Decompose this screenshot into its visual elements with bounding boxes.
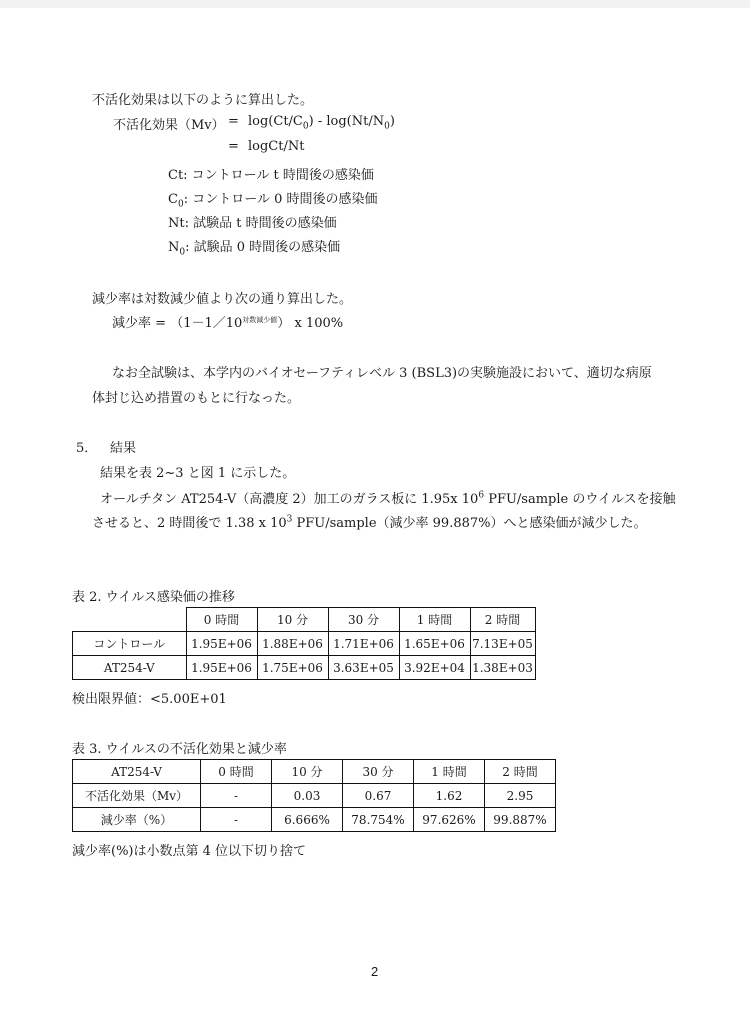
table3-cell: 1.62 bbox=[414, 784, 485, 808]
table3-header-cell: 30 分 bbox=[343, 760, 414, 784]
table2-cell: 3.63E+05 bbox=[328, 656, 399, 680]
definition-nt: Nt: 試験品 t 時間後の感染価 bbox=[168, 216, 337, 231]
table3-header-cell: 0 時間 bbox=[201, 760, 272, 784]
table3-header-cell: 10 分 bbox=[272, 760, 343, 784]
bsl-paragraph-line1: なお全試験は、本学内のバイオセーフティレベル 3 (BSL3)の実験施設において、適切な病原 bbox=[112, 366, 652, 381]
table2-cell: 1.65E+06 bbox=[399, 632, 470, 656]
results-line1: 結果を表 2~3 と図 1 に示した。 bbox=[100, 466, 296, 481]
definition-c0: $C_0$: コントロール 0 時間後の感染価 bbox=[168, 192, 378, 210]
table2-header-cell: 1 時間 bbox=[399, 608, 470, 632]
table3-cell: - bbox=[201, 784, 272, 808]
table3-cell: 2.95 bbox=[485, 784, 556, 808]
section-title: 結果 bbox=[110, 441, 137, 456]
table3-note: 減少率(%)は小数点第 4 位以下切り捨て bbox=[72, 844, 307, 859]
results-line3: させると、2 時間後で 1.38 x $10^3$ PFU/sample（減少率 99.887%）へと感染価が減少した。 bbox=[92, 514, 647, 531]
table2-cell: 3.92E+04 bbox=[399, 656, 470, 680]
definition-ct: Ct: コントロール t 時間後の感染価 bbox=[168, 168, 374, 183]
formula-equals-1: = bbox=[228, 114, 239, 129]
table2-cell: 7.13E+05 bbox=[470, 632, 535, 656]
table2-cell: 1.95E+06 bbox=[186, 632, 257, 656]
table3-header-cell: AT254-V bbox=[73, 760, 201, 784]
formula-lhs: 不活化効果（Mv） bbox=[113, 118, 225, 133]
table3-row bbox=[73, 784, 556, 808]
table3-cell: 97.626% bbox=[414, 808, 485, 832]
table2-cell: コントロール bbox=[73, 632, 187, 656]
table2-note: 検出限界値：<5.00E+01 bbox=[72, 692, 227, 707]
table2-header-cell bbox=[73, 608, 187, 632]
table2-cell: 1.95E+06 bbox=[186, 656, 257, 680]
table3-row bbox=[73, 808, 556, 832]
table2-cell: 1.38E+03 bbox=[470, 656, 535, 680]
bsl-paragraph-line2: 体封じ込め措置のもとに行なった。 bbox=[92, 391, 301, 406]
table3-header-cell: 2 時間 bbox=[485, 760, 556, 784]
table2-cell: 1.75E+06 bbox=[257, 656, 328, 680]
formula-rhs-1: $\log(Ct/C_0) - \log(Nt/N_0)$ bbox=[248, 114, 395, 132]
table3-header-cell: 1 時間 bbox=[414, 760, 485, 784]
table2-header-cell: 10 分 bbox=[257, 608, 328, 632]
table3-cell: 99.887% bbox=[485, 808, 556, 832]
reduction-formula: 減少率 = $(1-1/10^{対数減少値})$ x 100% bbox=[112, 316, 344, 331]
table2-header-cell: 0 時間 bbox=[186, 608, 257, 632]
page-top-edge bbox=[0, 0, 750, 8]
table3-cell: - bbox=[201, 808, 272, 832]
table3-cell: 6.666% bbox=[272, 808, 343, 832]
table3-cell: 減少率（%） bbox=[73, 808, 201, 832]
table2-header-cell: 30 分 bbox=[328, 608, 399, 632]
table3-cell: 不活化効果（Mv） bbox=[73, 784, 201, 808]
reduction-intro: 減少率は対数減少値より次の通り算出した。 bbox=[92, 292, 353, 307]
table3-caption: 表 3. ウイルスの不活化効果と減少率 bbox=[72, 742, 287, 757]
table2-cell: 1.71E+06 bbox=[328, 632, 399, 656]
page-number: 2 bbox=[371, 964, 379, 979]
table3 bbox=[72, 759, 556, 832]
table2-cell: 1.88E+06 bbox=[257, 632, 328, 656]
table2-header-row bbox=[73, 608, 536, 632]
table3-cell: 78.754% bbox=[343, 808, 414, 832]
table2-caption: 表 2. ウイルス感染価の推移 bbox=[72, 590, 235, 605]
intro-text: 不活化効果は以下のように算出した。 bbox=[92, 93, 314, 108]
definition-n0: $N_0$: 試験品 0 時間後の感染価 bbox=[168, 240, 341, 258]
table2-row bbox=[73, 656, 536, 680]
table2-row bbox=[73, 632, 536, 656]
table2-cell: AT254-V bbox=[73, 656, 187, 680]
table2 bbox=[72, 607, 536, 680]
table2-header-cell: 2 時間 bbox=[470, 608, 535, 632]
table3-cell: 0.67 bbox=[343, 784, 414, 808]
table3-cell: 0.03 bbox=[272, 784, 343, 808]
section-number: 5． bbox=[76, 441, 98, 456]
formula-equals-2: = bbox=[228, 139, 239, 154]
results-line2: オールチタン AT254-V（高濃度 2）加工のガラス板に 1.95x $10^6$ PFU/sample のウイルスを接触 bbox=[100, 490, 676, 507]
formula-rhs-2: logCt/Nt bbox=[248, 139, 305, 154]
table3-header-row bbox=[73, 760, 556, 784]
